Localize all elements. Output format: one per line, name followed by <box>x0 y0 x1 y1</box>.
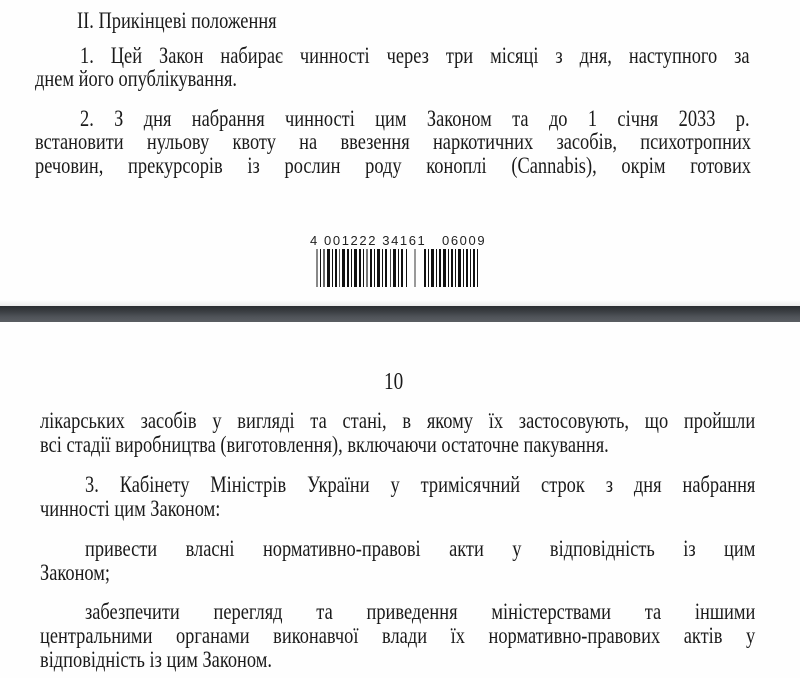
page-separator <box>0 306 800 322</box>
section-heading: ІІ. Прикінцеві положення <box>77 8 277 33</box>
paragraph-line: речовин, прекурсорів із рослин роду коноплі (Cannabis), окрім готових <box>35 153 751 178</box>
paragraph-line: встановити нульову квоту на ввезення наркотичних засобів, психотропних <box>35 129 751 154</box>
paragraph-line: всі стадії виробництва (виготовлення), включаючи остаточне пакування. <box>40 432 609 457</box>
barcode-icon <box>316 249 482 287</box>
document-page-top <box>0 0 800 306</box>
paragraph-line: центральними органами виконавчої влади їх нормативно-правових актів у <box>40 623 756 648</box>
paragraph-line: привести власні нормативно-правові акти у відповідність із цим <box>85 536 756 561</box>
paragraph-line: відповідність із цим Законом. <box>40 647 272 672</box>
barcode-number: 4 001222 34161 06009 <box>310 233 487 248</box>
paragraph-line: лікарських засобів у вигляді та стані, в якому їх застосовують, що пройшли <box>40 408 756 433</box>
paragraph-line: 2. З дня набрання чинності цим Законом та до 1 січня 2033 р. <box>80 106 750 131</box>
paragraph-line: днем його опублікування. <box>35 66 238 91</box>
paragraph-line: Законом; <box>40 560 111 585</box>
paragraph-line: забезпечити перегляд та приведення міністерствами та іншими <box>85 599 756 624</box>
paragraph-line: 1. Цей Закон набирає чинності через три місяці з дня, наступного за <box>80 43 750 68</box>
paragraph-line: чинності цим Законом: <box>40 496 221 521</box>
page-number: 10 <box>384 369 404 395</box>
paragraph-line: 3. Кабінету Міністрів України у тримісячний строк з дня набрання <box>85 472 756 497</box>
